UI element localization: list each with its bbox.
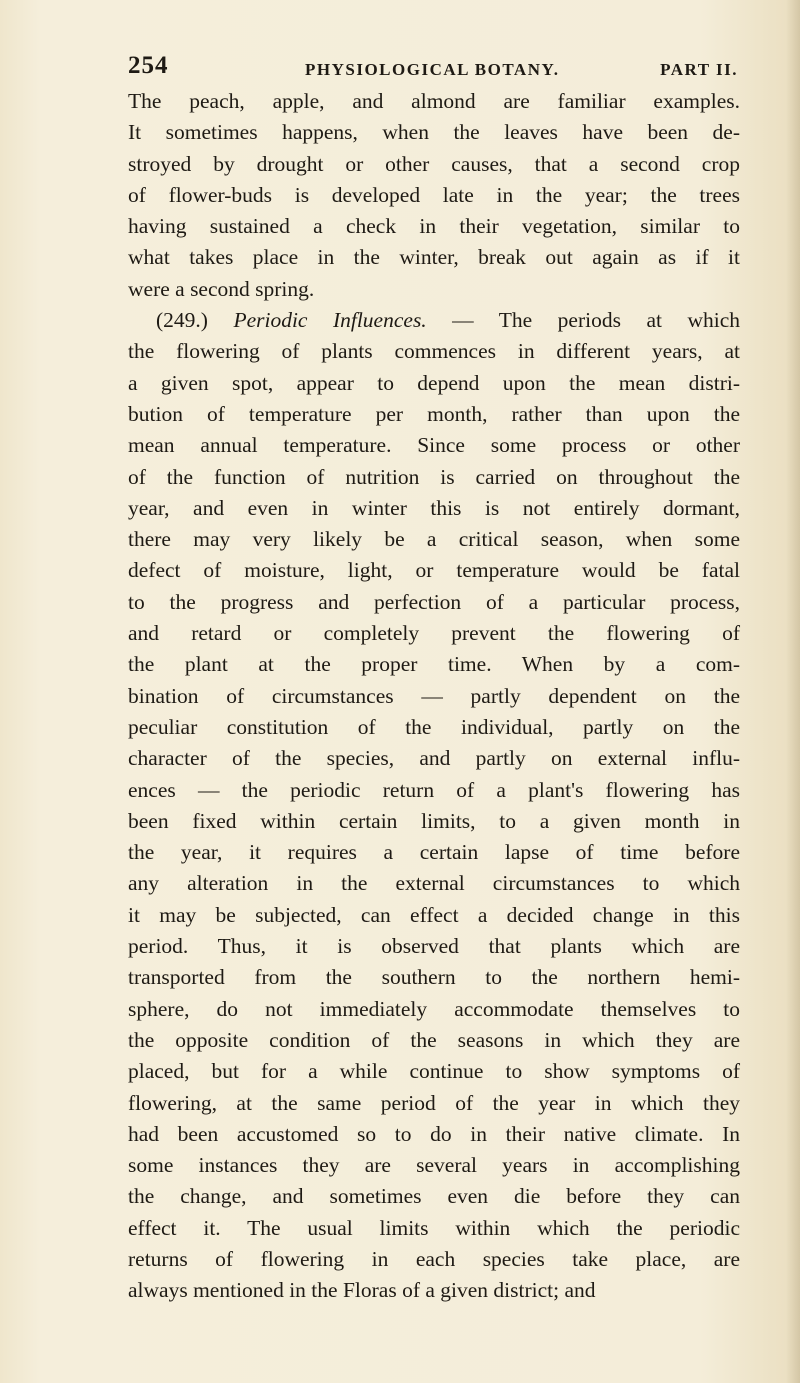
text-line: the flowering of plants commences in different years, at	[128, 339, 740, 364]
text-line: always mentioned in the Floras of a given district; and	[128, 1278, 596, 1303]
text-line: had been accustomed so to do in their native climate. In	[128, 1121, 740, 1146]
text-line: and retard or completely prevent the flowering of	[128, 621, 740, 646]
text-line: what takes place in the winter, break out again as if it	[128, 245, 740, 270]
text-line: It sometimes happens, when the leaves have been de-	[128, 120, 740, 145]
text-line: stroyed by drought or other causes, that a second crop	[128, 151, 740, 176]
text-line: the year, it requires a certain lapse of time before	[128, 840, 740, 865]
text-line: period. Thus, it is observed that plants which are	[128, 934, 740, 959]
text-line: the opposite condition of the seasons in which they are	[128, 1027, 740, 1052]
text-line: transported from the southern to the northern hemi-	[128, 965, 740, 990]
body-text	[128, 86, 740, 1307]
text-line: having sustained a check in their vegetation, similar to	[128, 214, 740, 239]
page-edge-shadow	[786, 0, 800, 1383]
running-title: PHYSIOLOGICAL BOTANY.	[305, 60, 560, 79]
text-line: flowering, at the same period of the year in which they	[128, 1090, 740, 1115]
section-number: (249.)	[156, 308, 208, 333]
text-line: effect it. The usual limits within which the periodic	[128, 1215, 740, 1240]
text-line: ences — the periodic return of a plant's flowering has	[128, 777, 740, 802]
text-line: bination of circumstances — partly dependent on the	[128, 683, 740, 708]
text-line: the change, and sometimes even die before they can	[128, 1184, 740, 1209]
text-line: of the function of nutrition is carried on throughout the	[128, 464, 740, 489]
text-line: of flower-buds is developed late in the year; the trees	[128, 182, 740, 207]
text-line: bution of temperature per month, rather than upon the	[128, 401, 740, 426]
text-line: returns of flowering in each species take place, are	[128, 1246, 740, 1271]
text-line: placed, but for a while continue to show symptoms of	[128, 1059, 740, 1084]
section-lead-text: — The periods at which	[452, 308, 740, 333]
text-line: there may very likely be a critical season, when some	[128, 527, 740, 552]
text-line: year, and even in winter this is not entirely dormant,	[128, 495, 740, 520]
text-line: were a second spring.	[128, 276, 315, 301]
part-label: PART II.	[660, 60, 738, 79]
page-number: 254	[128, 52, 169, 79]
text-line: any alteration in the external circumstances to which	[128, 871, 740, 896]
text-line: some instances they are several years in accomplishing	[128, 1153, 740, 1178]
page-header	[128, 52, 738, 86]
text-line: a given spot, appear to depend upon the mean distri-	[128, 370, 740, 395]
text-line: defect of moisture, light, or temperature would be fatal	[128, 558, 740, 583]
text-line: to the progress and perfection of a particular process,	[128, 589, 740, 614]
section-title: Periodic Influences.	[233, 308, 427, 333]
text-line: sphere, do not immediately accommodate themselves to	[128, 996, 740, 1021]
text-line: The peach, apple, and almond are familiar examples.	[128, 89, 740, 113]
text-line: it may be subjected, can effect a decided change in this	[128, 902, 740, 927]
text-line: mean annual temperature. Since some process or other	[128, 433, 740, 458]
text-line: the plant at the proper time. When by a com-	[128, 652, 740, 677]
text-line: been fixed within certain limits, to a given month in	[128, 808, 740, 833]
text-line: character of the species, and partly on external influ-	[128, 746, 740, 771]
section-heading-line	[128, 305, 740, 336]
text-line: peculiar constitution of the individual, partly on the	[128, 714, 740, 739]
